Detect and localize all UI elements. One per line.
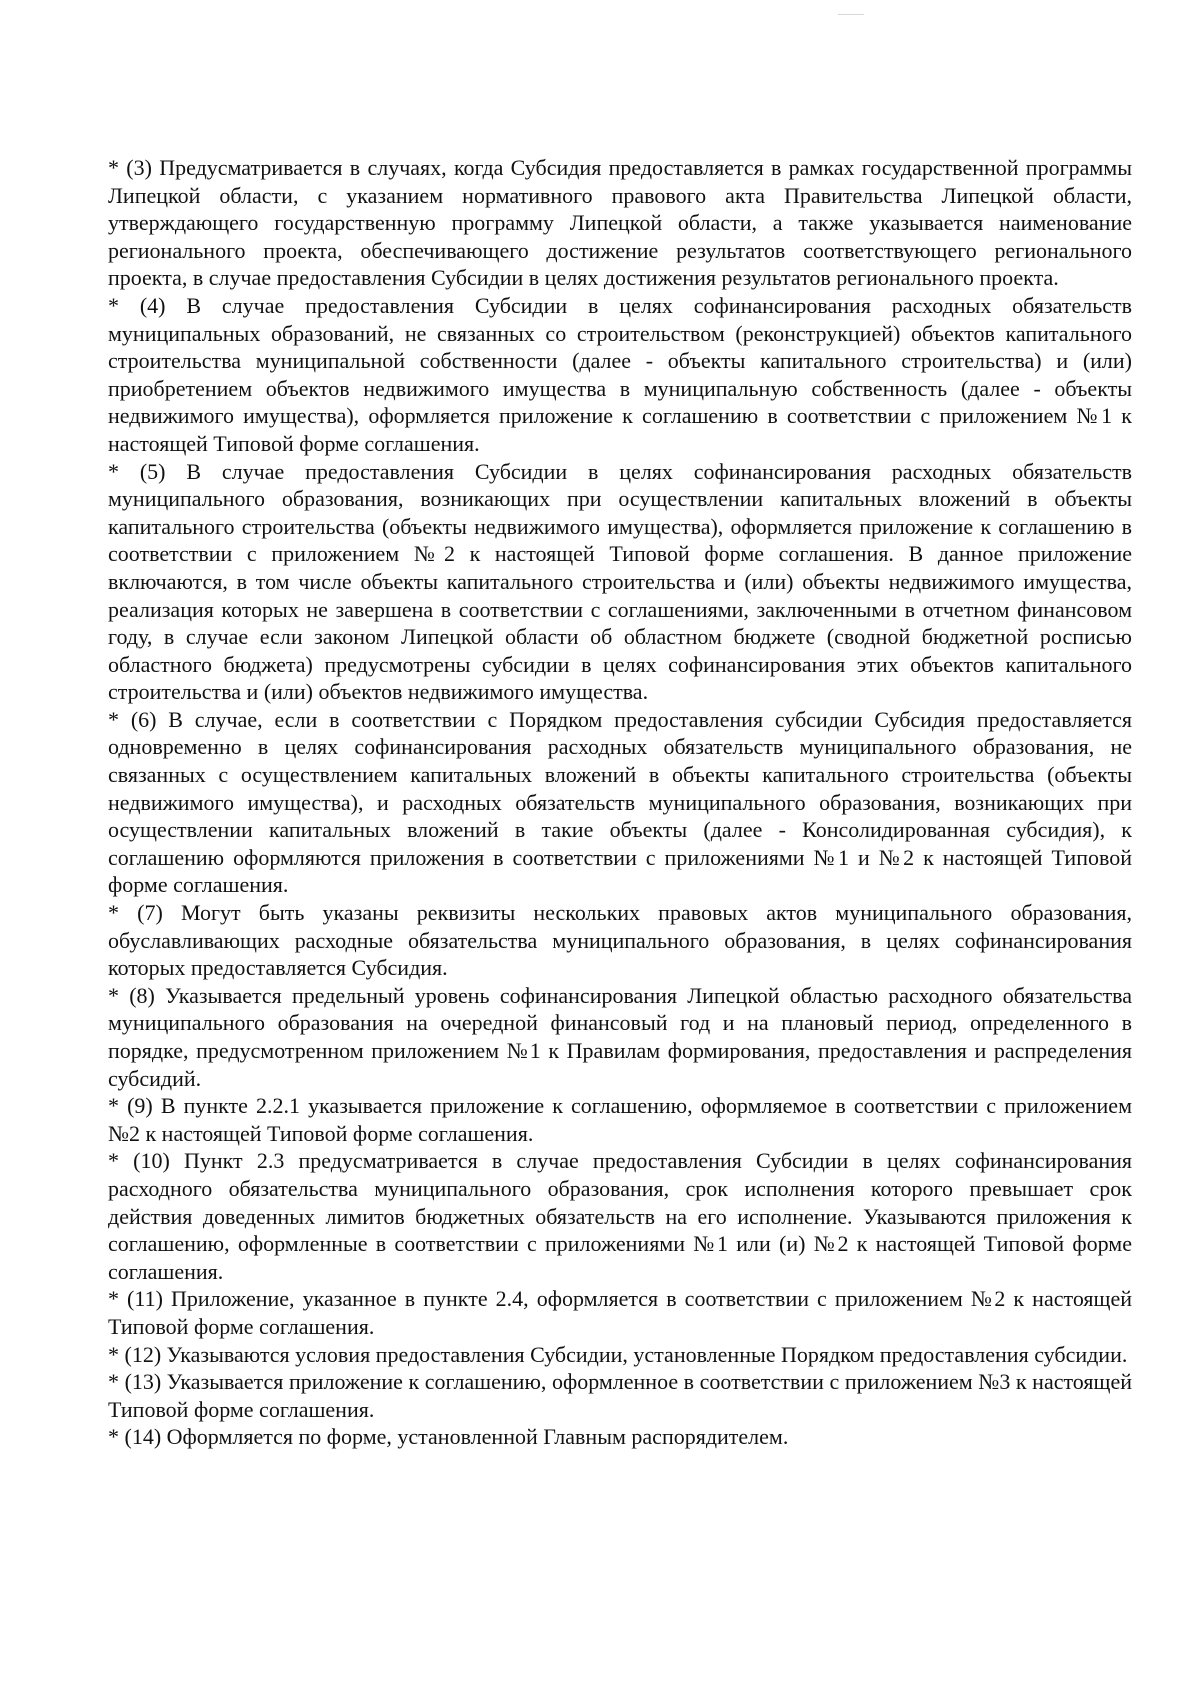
scan-mark: [838, 14, 864, 15]
footnote-11: * (11) Приложение, указанное в пункте 2.4, оформляется в соответствии с приложением №2 к настоящей Типовой форме соглашения.: [108, 1286, 1132, 1339]
footnote-8: * (8) Указывается предельный уровень софинансирования Липецкой областью расходного обязательства муниципального образования на очередной финансовый год и на плановый период, определенного в порядке, предусмотренном приложением №1 к Правилам формирования, предоставления и распределения субсидий.: [108, 982, 1132, 1091]
footnote-3: * (3) Предусматривается в случаях, когда Субсидия предоставляется в рамках государственной программы Липецкой области, с указанием нормативного правового акта Правительства Липецкой области, утверждающего государственную программу Липецкой области, а также указывается наименование регионального проекта, обеспечивающего достижение результатов соответствующего регионального проекта, в случае предоставления Субсидии в целях достижения результатов регионального проекта.: [108, 155, 1132, 291]
footnote-12: * (12) Указываются условия предоставления Субсидии, установленные Порядком предоставления субсидии.: [108, 1341, 1128, 1367]
footnote-9: * (9) В пункте 2.2.1 указывается приложение к соглашению, оформляемое в соответствии с приложением №2 к настоящей Типовой форме соглашения.: [108, 1093, 1132, 1146]
footnote-6: * (6) В случае, если в соответствии с Порядком предоставления субсидии Субсидия предоставляется одновременно в целях софинансирования расходных обязательств муниципального образования, не связанных с осуществлением капитальных вложений в объекты капитального строительства (объекты недвижимого имущества), и расходных обязательств муниципального образования, возникающих при осуществлении капитальных вложений в такие объекты (далее - Консолидированная субсидия), к соглашению оформляются приложения в соответствии с приложениями №1 и №2 к настоящей Типовой форме соглашения.: [108, 706, 1132, 898]
footnote-4: * (4) В случае предоставления Субсидии в целях софинансирования расходных обязательств муниципальных образований, не связанных со строительством (реконструкцией) объектов капитального строительства муниципальной собственности (далее - объекты капитального строительства) и (или) приобретением объектов недвижимого имущества в муниципальную собственность (далее - объекты недвижимого имущества), оформляется приложение к соглашению в соответствии с приложением №1 к настоящей Типовой форме соглашения.: [108, 292, 1132, 456]
footnote-13: * (13) Указывается приложение к соглашению, оформленное в соответствии с приложением №3 к настоящей Типовой форме соглашения.: [108, 1369, 1132, 1422]
footnote-14: * (14) Оформляется по форме, установленной Главным распорядителем.: [108, 1424, 789, 1450]
footnote-10: * (10) Пункт 2.3 предусматривается в случае предоставления Субсидии в целях софинансирования расходного обязательства муниципального образования, срок исполнения которого превышает срок действия доведенных лимитов бюджетных обязательств на его исполнение. Указываются приложения к соглашению, оформленные в соответствии с приложениями №1 или (и) №2 к настоящей Типовой форме соглашения.: [108, 1148, 1132, 1284]
footnotes-list: [108, 154, 1132, 1451]
footnote-5: * (5) В случае предоставления Субсидии в целях софинансирования расходных обязательств муниципального образования, возникающих при осуществлении капитальных вложений в объекты капитального строительства (объекты недвижимого имущества), оформляется приложение к соглашению в соответствии с приложением №2 к настоящей Типовой форме соглашения. В данное приложение включаются, в том числе объекты капитального строительства и (или) объекты недвижимого имущества, реализация которых не завершена в соответствии с соглашениями, заключенными в отчетном финансовом году, в случае если законом Липецкой области об областном бюджете (сводной бюджетной росписью областного бюджета) предусмотрены субсидии в целях софинансирования этих объектов капитального строительства и (или) объектов недвижимого имущества.: [108, 458, 1132, 705]
footnote-7: * (7) Могут быть указаны реквизиты нескольких правовых актов муниципального образования, обуславливающих расходные обязательства муниципального образования, в целях софинансирования которых предоставляется Субсидия.: [108, 900, 1132, 981]
